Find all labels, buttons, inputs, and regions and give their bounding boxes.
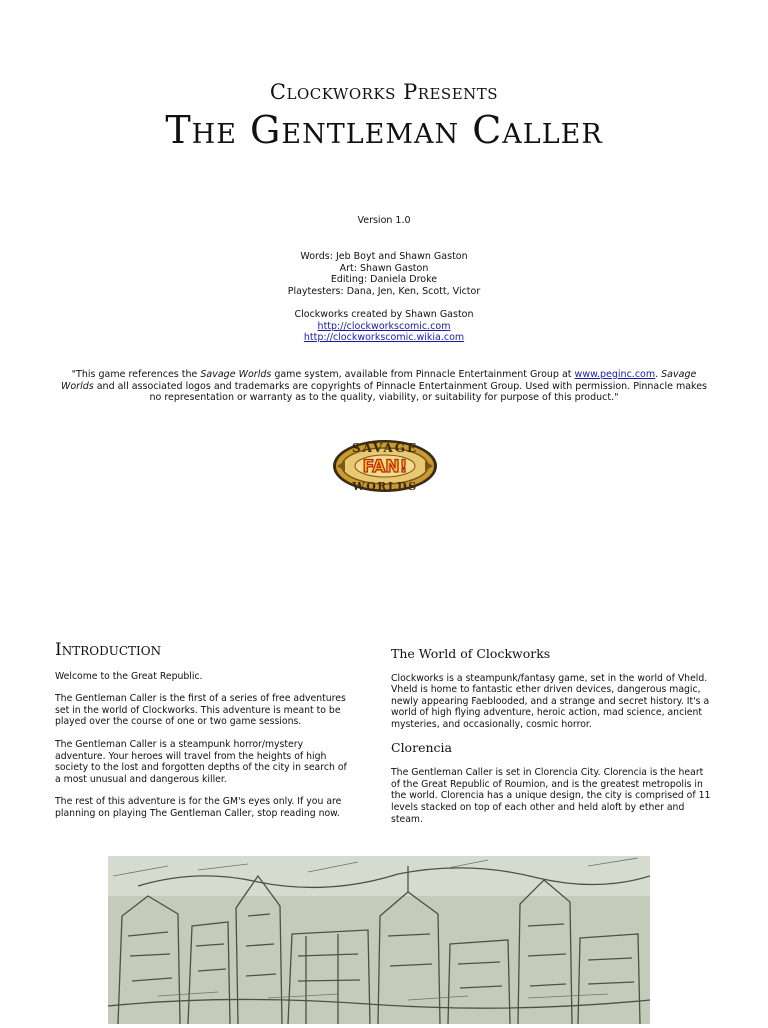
clorencia-paragraph: The Gentleman Caller is set in Clorencia City. Clorencia is the heart of the Great Republic of Roumion, and is the greatest metropolis in the world. Clorencia has a unique design, the city is comprised of 11 levels stacked on top of each other and held aloft by ether and steam. — [391, 767, 711, 825]
savage-worlds-fan-logo — [331, 432, 439, 500]
credit-playtesters: Playtesters: Dana, Jen, Ken, Scott, Victor — [287, 286, 481, 298]
disclaimer-text-1: "This game references the — [71, 369, 201, 380]
intro-paragraph-2: The Gentleman Caller is the first of a series of free adventures set in the world of Clockworks. This adventure is meant to be played over the course of one or two game sessions. — [55, 693, 346, 728]
credit-editing: Editing: Daniela Droke — [330, 274, 438, 286]
savage-worlds-ref-1: Savage Worlds — [200, 369, 272, 380]
clockworks-site-link[interactable]: http://clockworkscomic.com — [317, 320, 451, 332]
clockworks-wiki-link[interactable]: http://clockworkscomic.wikia.com — [303, 332, 465, 344]
introduction-column — [55, 640, 355, 831]
presents-heading: Clockworks Presents — [269, 80, 499, 104]
credits-block — [0, 251, 768, 298]
world-heading: The World of Clockworks — [391, 646, 551, 661]
disclaimer-text-4: and all associated logos and trademarks are copyrights of Pinnacle Entertainment Group. Used with permission. Pinnacle makes no representation or warranty as to the quality, viability, or suitability for purpose of this product." — [93, 380, 708, 404]
logo-center-text: FAN! — [362, 457, 408, 477]
intro-paragraph-1: Welcome to the Great Republic. — [55, 670, 203, 682]
version-label: Version 1.0 — [357, 215, 411, 226]
intro-paragraph-3: The Gentleman Caller is a steampunk horror/mystery adventure. Your heroes will travel from the heights of high society to the lost and forgotten depths of the city in search of a most unusual and dangerous killer. — [55, 738, 347, 785]
disclaimer-text-2: game system, available from Pinnacle Entertainment Group at — [271, 369, 575, 380]
logo-top-text: SAVAGE — [351, 441, 419, 455]
intro-paragraph-4: The rest of this adventure is for the GM's eyes only. If you are planning on playing The Gentleman Caller, stop reading now. — [55, 796, 342, 819]
clorencia-heading: Clorencia — [391, 739, 452, 755]
license-disclaimer — [60, 369, 708, 404]
city-sketch-illustration — [108, 856, 650, 1024]
savage-worlds-ref-2: Savage Worlds — [60, 369, 697, 392]
disclaimer-text-3: . — [655, 369, 662, 380]
logo-bottom-text: WORLDS — [352, 480, 418, 493]
creator-block — [0, 309, 768, 344]
credit-words: Words: Jeb Boyt and Shawn Gaston — [300, 251, 468, 262]
world-paragraph: Clockworks is a steampunk/fantasy game, set in the world of Vheld. Vheld is home to fantastic ether driven devices, dangerous magic, newly appearing Faeblooded, and a strange and secret history. It's a world of high flying adventure, heroic action, mad science, ancient mysteries, and occasionally, cosmic horror. — [391, 672, 710, 730]
creator-line: Clockworks created by Shawn Gaston — [294, 309, 474, 320]
page-title: The Gentleman Caller — [165, 108, 603, 152]
introduction-heading: Introduction — [55, 640, 162, 660]
peginc-link[interactable]: www.peginc.com — [574, 369, 656, 380]
credit-art: Art: Shawn Gaston — [339, 262, 429, 274]
world-column — [391, 648, 711, 836]
